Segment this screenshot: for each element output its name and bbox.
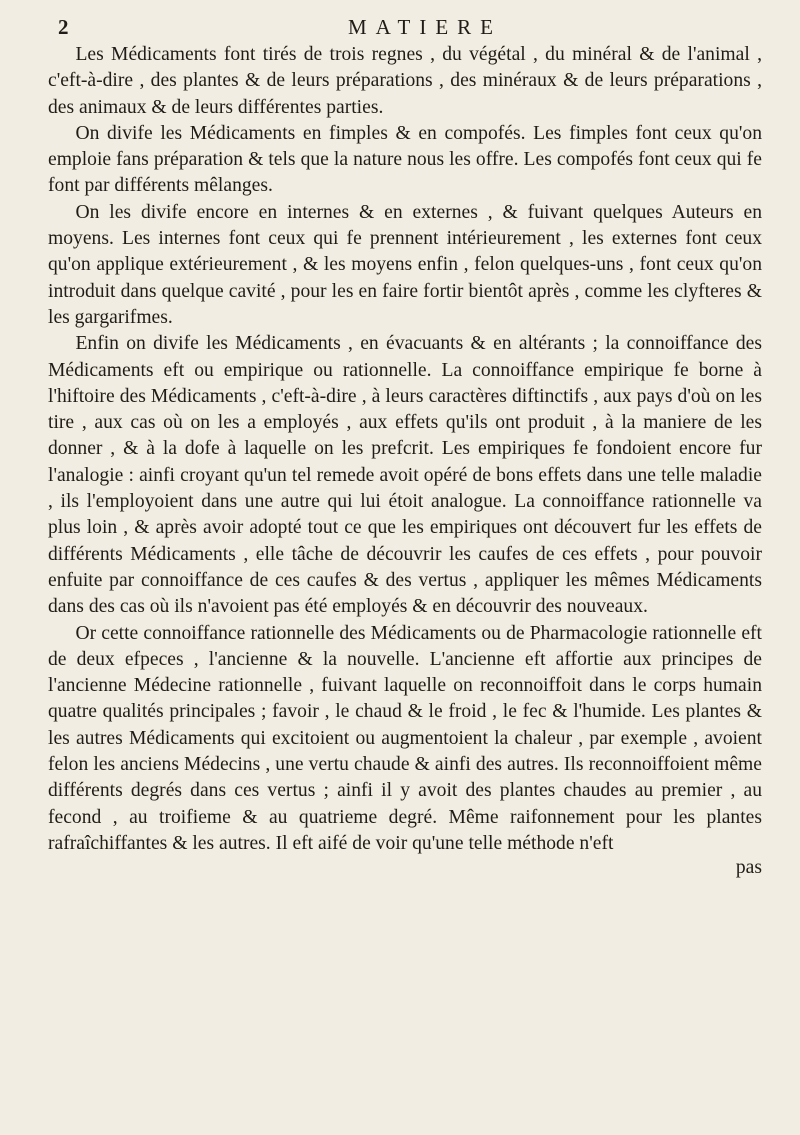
paragraph: On les divife encore en internes & en externes , & fuivant quelques Auteurs en moyens. Les internes font ceux qui fe prennent intérieurement , les externes font ceux qu'on applique extérieurement , & les moyens enfin , felon quelques-uns , font ceux qu'on introduit dans quelque cavité , pour les en faire fortir bientôt après , comme les clyfteres & les gargarifmes.	[48, 201, 762, 328]
paragraph: On divife les Médicaments en fimples & en compofés. Les fimples font ceux qu'on emploie fans préparation & tels que la nature nous les offre. Les compofés font ceux qui fe font par différents mêlanges.	[48, 122, 762, 197]
paragraph: Enfin on divife les Médicaments , en évacuants & en altérants ; la connoiffance des Médicaments eft ou empirique ou rationnelle. La connoiffance empirique fe borne à l'hiftoire des Médicaments , c'eft-à-dire , à leurs caractères diftinctifs , aux pays d'où on les tire , aux cas où on les a employés , aux effets qu'ils ont produit , à la maniere de les donner , & à la dofe à laquelle on les prefcrit. Les empiriques fe fondoient encore fur l'analogie : ainfi croyant qu'un tel remede avoit opéré de bons effets dans une telle maladie , ils l'employoient dans une autre qui lui étoit analogue. La connoiffance rationnelle va plus loin , & après avoir adopté tout ce que les empiriques ont découvert fur les effets de différents Médicaments , elle tâche de découvrir les caufes de ces effets , pour pouvoir enfuite par connoiffance de ces caufes & des vertus , appliquer les mêmes Médicaments dans des cas où ils n'avoient pas été employés & en découvrir des nouveaux.	[48, 333, 762, 618]
page-header	[48, 14, 762, 40]
page-number: 2	[58, 15, 69, 39]
paragraph: Les Médicaments font tirés de trois regnes , du végétal , du minéral & de l'animal , c'eft-à-dire , des plantes & de leurs préparations , des minéraux & de leurs préparations , des animaux & de leurs différentes parties.	[48, 44, 762, 118]
catchword: pas	[735, 857, 762, 879]
paragraph: Or cette connoiffance rationnelle des Médicaments ou de Pharmacologie rationnelle eft de deux efpeces , l'ancienne & la nouvelle. L'ancienne eft affortie aux principes de l'ancienne Médecine rationnelle , fuivant laquelle on reconnoiffoit dans le corps humain quatre qualités principales ; favoir , le chaud & le froid , le fec & l'humide. Les plantes & les autres Médicaments qui excitoient ou augmentoient la chaleur , par exemple , avoient felon les anciens Médecins , une vertu chaude & ainfi des autres. Ils reconnoiffoient même différents degrés dans ces vertus ; ainfi il y avoit des plantes chaudes au premier , au fecond , au troifieme & au quatrieme degré. Même raifonnement pour les plantes rafraîchiffantes & les autres. Il eft aifé de voir qu'une telle méthode n'eft	[48, 622, 762, 854]
running-title: MATIERE	[348, 15, 502, 39]
body-text	[48, 42, 762, 857]
